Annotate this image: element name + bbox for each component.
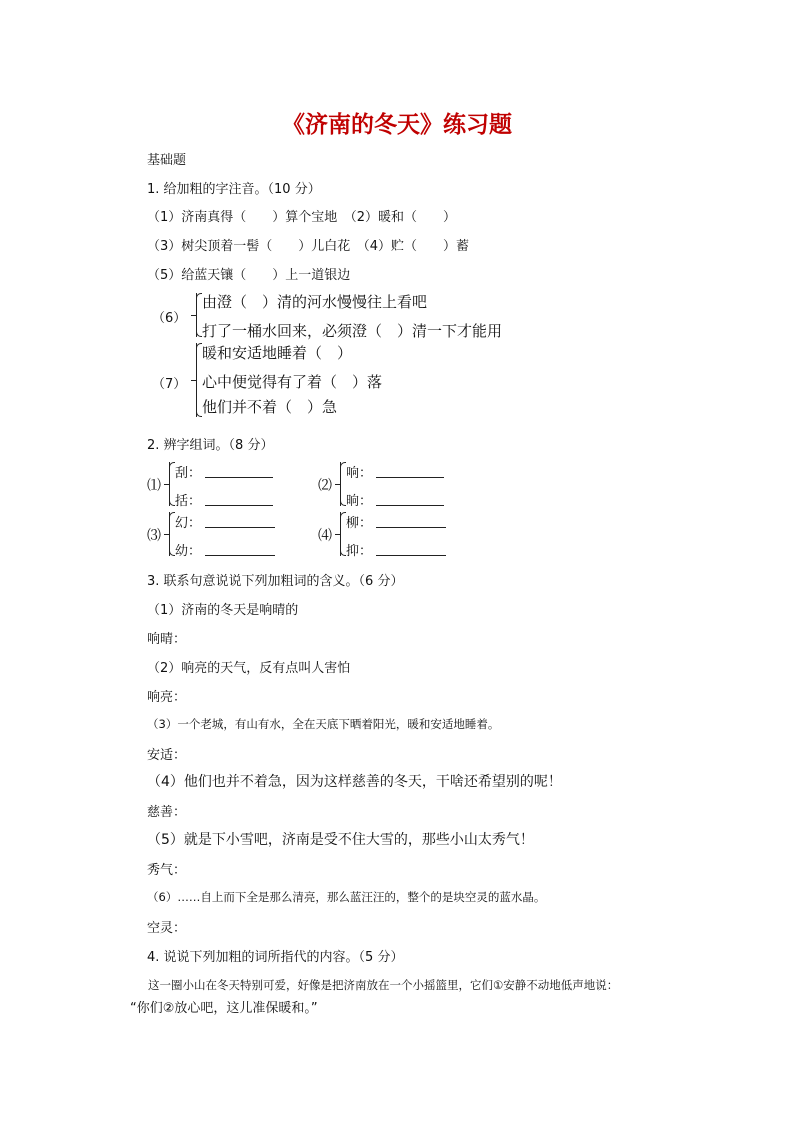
- q3-sentence-1: （1）济南的冬天是响晴的: [147, 603, 299, 618]
- q3-word-6: 空灵：: [147, 921, 187, 936]
- q3-word-4: 慈善：: [147, 805, 187, 820]
- q2-group4-b-blank[interactable]: [376, 554, 446, 556]
- q1-item7-b: 心中便觉得有了着（ ）落: [202, 373, 383, 391]
- q2-group3-brace: [169, 512, 170, 556]
- q2-group4-b: 抑：: [346, 544, 373, 559]
- q1-item6-a: 由澄（ ）清的河水慢慢往上看吧: [202, 293, 428, 311]
- q2-group3-label: ⑶: [147, 528, 161, 544]
- q1-line-1: （1）济南真得（ ）算个宝地 （2）暖和（ ）: [147, 210, 457, 225]
- q1-line-3: （5）给蓝天镶（ ）上一道银边: [147, 268, 351, 283]
- q3-sentence-5: （5）就是下小雪吧，济南是受不住大雪的，那些小山太秀气！: [147, 832, 534, 848]
- q3-word-5: 秀气：: [147, 863, 187, 878]
- q2-group3-a: 幻：: [175, 516, 202, 531]
- q3-word-1: 响晴：: [147, 632, 187, 647]
- q1-item7-c: 他们并不着（ ）急: [202, 398, 338, 416]
- q2-group2-b-blank[interactable]: [376, 504, 444, 506]
- section-heading: 基础题: [147, 153, 187, 168]
- q2-group4-a: 柳：: [346, 516, 373, 531]
- q4-passage-line-1: 这一圈小山在冬天特别可爱，好像是把济南放在一个小摇篮里，它们①安静不动地低声地说：: [148, 978, 619, 992]
- q2-group1-b: 括：: [175, 494, 202, 509]
- q2-group4-a-blank[interactable]: [376, 526, 446, 528]
- q3-sentence-2: （2）响亮的天气，反有点叫人害怕: [147, 661, 351, 676]
- q3-sentence-4: （4）他们也并不着急，因为这样慈善的冬天，干啥还希望别的呢！: [147, 774, 562, 790]
- q3-heading: 3. 联系句意说说下列加粗词的含义。（6 分）: [147, 574, 404, 589]
- q2-group2-label: ⑵: [318, 478, 332, 494]
- q3-word-3: 安适：: [147, 748, 187, 763]
- q3-word-2: 响亮：: [147, 690, 187, 705]
- q2-group4-label: ⑷: [318, 528, 332, 544]
- q2-group2-a: 响：: [346, 466, 373, 481]
- q2-heading: 2. 辨字组词。（8 分）: [147, 438, 274, 453]
- q2-group3-b: 幼：: [175, 544, 202, 559]
- q2-group1-a-blank[interactable]: [205, 476, 273, 478]
- q2-group1-a: 刮：: [175, 466, 202, 481]
- q2-group1-b-blank[interactable]: [205, 504, 273, 506]
- q2-group2-brace: [340, 462, 341, 506]
- q1-item7-a: 暖和安适地睡着（ ）: [202, 344, 353, 362]
- q2-group2-b: 晌：: [346, 494, 373, 509]
- q1-line-2: （3）树尖顶着一髻（ ）儿白花 （4）贮（ ）蓄: [147, 239, 470, 254]
- q1-item6-brace: [196, 293, 197, 337]
- q1-item7-label: （7）: [152, 377, 187, 392]
- q2-group3-b-blank[interactable]: [205, 554, 275, 556]
- q1-item6-label: （6）: [152, 311, 187, 326]
- q2-group2-a-blank[interactable]: [376, 476, 444, 478]
- q2-group1-brace: [169, 462, 170, 506]
- q4-heading: 4. 说说下列加粗的词所指代的内容。（5 分）: [147, 950, 404, 965]
- q2-group1-label: ⑴: [147, 478, 161, 494]
- q3-sentence-6: （6）……自上而下全是那么清亮，那么蓝汪汪的，整个的是块空灵的蓝水晶。: [147, 890, 546, 904]
- q2-group4-brace: [340, 512, 341, 556]
- page-title: 《济南的冬天》练习题: [282, 111, 512, 138]
- q1-item6-b: 打了一桶水回来，必须澄（ ）清一下才能用: [202, 322, 503, 340]
- q3-sentence-3: （3）一个老城，有山有水，全在天底下晒着阳光，暖和安适地睡着。: [147, 717, 500, 731]
- q2-group3-a-blank[interactable]: [205, 526, 275, 528]
- q1-heading: 1. 给加粗的字注音。（10 分）: [147, 182, 321, 197]
- q1-item7-brace: [196, 343, 197, 417]
- q4-passage-line-2: “你们②放心吧，这儿准保暖和。”: [130, 1001, 318, 1016]
